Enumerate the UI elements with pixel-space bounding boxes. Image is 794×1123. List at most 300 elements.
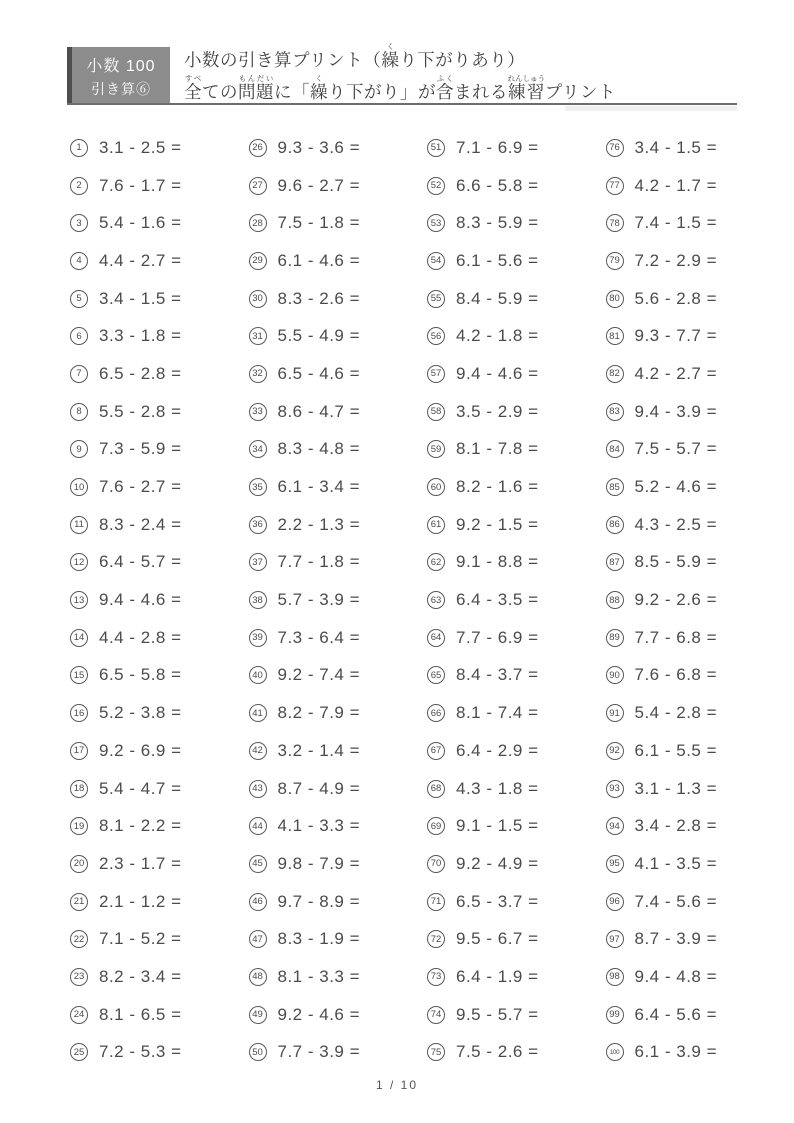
problem-number-badge: 48 [249,968,267,986]
problem-number-badge: 36 [249,516,267,534]
problem-number-badge: 55 [427,290,445,308]
problem-number-badge: 77 [606,177,624,195]
problem-expression: 6.4 - 5.7 = [99,552,182,572]
problem-number-badge: 56 [427,327,445,345]
problem-row [606,920,785,958]
problem-row [606,167,785,205]
problem-expression: 8.1 - 6.5 = [99,1004,182,1024]
problem-number-badge: 19 [70,817,88,835]
problem-expression: 7.6 - 1.7 = [99,175,182,195]
furigana-term: 含ふく [436,74,454,102]
problem-row [70,807,249,845]
problem-number-badge: 39 [249,629,267,647]
problem-row [427,657,606,695]
problem-expression: 4.2 - 1.7 = [634,175,718,195]
problem-number-badge: 88 [606,591,624,609]
problem-number-badge: 46 [249,893,267,911]
problem-expression: 9.4 - 4.8 = [634,966,718,986]
problem-expression: 6.5 - 2.8 = [99,363,182,383]
problem-number-badge: 80 [606,290,624,308]
problem-number-badge: 14 [70,629,88,647]
problem-row [427,807,606,845]
problem-number-badge: 5 [70,290,88,308]
problem-row [70,242,249,280]
problem-row [606,883,785,921]
problem-expression: 7.7 - 1.8 = [277,552,361,572]
furigana-term: 問題もんだい [238,74,274,102]
problem-expression: 4.1 - 3.3 = [277,816,361,836]
problem-row [606,732,785,770]
problem-expression: 8.1 - 7.8 = [456,439,539,459]
problem-expression: 8.4 - 3.7 = [456,665,539,685]
problem-row [249,996,428,1034]
problem-row [70,1034,249,1072]
problem-number-badge: 41 [249,704,267,722]
problem-number-badge: 22 [70,930,88,948]
header-rule [67,103,737,105]
problem-number-badge: 16 [70,704,88,722]
problem-expression: 7.5 - 2.6 = [456,1042,539,1062]
problem-number-badge: 93 [606,780,624,798]
problem-number-badge: 73 [427,968,445,986]
problem-number-badge: 8 [70,403,88,421]
problem-row [249,883,428,921]
problem-number-badge: 66 [427,704,445,722]
problem-row [427,581,606,619]
problem-number-badge: 92 [606,742,624,760]
problem-expression: 8.2 - 3.4 = [99,966,182,986]
problem-expression: 3.1 - 1.3 = [634,778,718,798]
problem-row [427,242,606,280]
problem-number-badge: 65 [427,666,445,684]
problem-number-badge: 11 [70,516,88,534]
problem-expression: 8.3 - 2.4 = [99,514,182,534]
problem-number-badge: 58 [427,403,445,421]
problem-number-badge: 18 [70,780,88,798]
problem-row [249,242,428,280]
problem-number-badge: 9 [70,440,88,458]
problem-row [249,393,428,431]
problem-number-badge: 17 [70,742,88,760]
header-titles [184,40,616,104]
problem-row [70,732,249,770]
problem-expression: 9.1 - 8.8 = [456,552,539,572]
problem-expression: 8.4 - 5.9 = [456,288,539,308]
problem-row [427,393,606,431]
problem-number-badge: 1 [70,139,88,157]
problem-number-badge: 35 [249,478,267,496]
header-rule-shadow [565,106,737,111]
badge-sheet-label: 引き算⑥ [91,80,151,97]
problem-number-badge: 83 [606,403,624,421]
problem-number-badge: 84 [606,440,624,458]
problem-number-badge: 68 [427,780,445,798]
problem-row [249,920,428,958]
problem-row [606,544,785,582]
problem-expression: 8.3 - 1.9 = [277,929,361,949]
problem-row [427,355,606,393]
problem-row [606,280,785,318]
problem-number-badge: 61 [427,516,445,534]
problem-row [249,355,428,393]
problem-row [606,657,785,695]
problem-row [70,958,249,996]
problem-row [70,204,249,242]
problem-expression: 4.4 - 2.8 = [99,627,182,647]
problem-row [70,355,249,393]
problem-expression: 2.2 - 1.3 = [277,514,361,534]
problem-expression: 6.1 - 3.4 = [277,477,361,497]
problem-row [70,280,249,318]
problem-row [427,770,606,808]
problem-row [427,958,606,996]
problem-row [70,581,249,619]
problem-expression: 8.3 - 4.8 = [277,439,361,459]
problem-expression: 7.6 - 6.8 = [634,665,718,685]
problem-row [70,770,249,808]
problem-expression: 9.8 - 7.9 = [277,853,361,873]
problem-row [606,770,785,808]
problem-expression: 7.5 - 5.7 = [634,439,718,459]
problem-row [606,958,785,996]
problem-number-badge: 63 [427,591,445,609]
problem-number-badge: 4 [70,252,88,270]
problem-expression: 3.5 - 2.9 = [456,401,539,421]
problem-row [606,431,785,469]
problem-expression: 8.2 - 7.9 = [277,703,361,723]
problem-expression: 6.6 - 5.8 = [456,175,539,195]
problem-row [249,619,428,657]
problem-number-badge: 31 [249,327,267,345]
problem-expression: 7.2 - 2.9 = [634,250,718,270]
problem-expression: 3.3 - 1.8 = [99,326,182,346]
problem-row [606,807,785,845]
problem-row [606,619,785,657]
problem-number-badge: 34 [249,440,267,458]
problem-number-badge: 52 [427,177,445,195]
problem-expression: 6.1 - 5.6 = [456,250,539,270]
problem-number-badge: 27 [249,177,267,195]
problem-expression: 6.4 - 3.5 = [456,590,539,610]
problem-expression: 9.5 - 6.7 = [456,929,539,949]
problem-number-badge: 49 [249,1006,267,1024]
problem-number-badge: 57 [427,365,445,383]
problem-number-badge: 32 [249,365,267,383]
problem-number-badge: 51 [427,139,445,157]
problem-number-badge: 7 [70,365,88,383]
problem-row [70,506,249,544]
furigana-term: 練習れんしゅう [507,74,546,102]
problem-row [427,732,606,770]
problem-number-badge: 30 [249,290,267,308]
problem-number-badge: 95 [606,855,624,873]
problem-row [249,657,428,695]
problem-number-badge: 28 [249,214,267,232]
problem-number-badge: 89 [606,629,624,647]
problem-expression: 8.6 - 4.7 = [277,401,361,421]
problem-expression: 7.4 - 1.5 = [634,213,718,233]
problem-number-badge: 70 [427,855,445,873]
problem-row [606,1034,785,1072]
worksheet-badge [72,47,170,104]
problem-number-badge: 6 [70,327,88,345]
problem-expression: 9.2 - 4.9 = [456,853,539,873]
problem-number-badge: 10 [70,478,88,496]
problem-number-badge: 25 [70,1043,88,1061]
problem-row [427,619,606,657]
problem-number-badge: 47 [249,930,267,948]
problem-number-badge: 81 [606,327,624,345]
problem-row [427,280,606,318]
problem-number-badge: 96 [606,893,624,911]
problem-expression: 5.7 - 3.9 = [277,590,361,610]
problem-row [249,732,428,770]
problem-expression: 5.6 - 2.8 = [634,288,718,308]
problem-row [606,581,785,619]
problem-row [606,129,785,167]
problem-row [249,958,428,996]
problem-expression: 7.7 - 6.9 = [456,627,539,647]
problem-row [249,129,428,167]
problem-number-badge: 67 [427,742,445,760]
problem-expression: 3.1 - 2.5 = [99,137,182,157]
problem-number-badge: 74 [427,1006,445,1024]
problem-row [427,167,606,205]
problem-row [606,468,785,506]
problem-number-badge: 40 [249,666,267,684]
problem-row [606,317,785,355]
problem-number-badge: 98 [606,968,624,986]
problem-number-badge: 90 [606,666,624,684]
problem-number-badge: 72 [427,930,445,948]
problem-row [70,883,249,921]
page-indicator: 1 / 10 [375,1078,419,1092]
problem-expression: 6.1 - 5.5 = [634,740,718,760]
problem-number-badge: 42 [249,742,267,760]
problem-expression: 7.3 - 6.4 = [277,627,361,647]
badge-series-label: 小数 100 [86,57,156,75]
problem-expression: 4.3 - 1.8 = [456,778,539,798]
problem-expression: 2.3 - 1.7 = [99,853,182,873]
problem-row [70,544,249,582]
problem-number-badge: 54 [427,252,445,270]
problem-expression: 7.4 - 5.6 = [634,891,718,911]
problem-row [249,167,428,205]
problem-expression: 9.4 - 4.6 = [99,590,182,610]
problem-number-badge: 2 [70,177,88,195]
problem-number-badge: 82 [606,365,624,383]
problem-expression: 8.5 - 5.9 = [634,552,718,572]
problem-row [427,845,606,883]
problem-number-badge: 91 [606,704,624,722]
problem-row [70,845,249,883]
problem-number-badge: 45 [249,855,267,873]
problem-expression: 7.7 - 6.8 = [634,627,718,647]
problem-number-badge: 24 [70,1006,88,1024]
problem-number-badge: 37 [249,553,267,571]
problem-expression: 5.2 - 4.6 = [634,477,718,497]
problem-expression: 4.2 - 1.8 = [456,326,539,346]
problem-expression: 9.4 - 4.6 = [456,363,539,383]
problem-number-badge: 85 [606,478,624,496]
problem-row [606,845,785,883]
problem-expression: 5.4 - 1.6 = [99,213,182,233]
problem-expression: 9.2 - 1.5 = [456,514,539,534]
problem-number-badge: 33 [249,403,267,421]
problem-number-badge: 50 [249,1043,267,1061]
problem-expression: 6.4 - 5.6 = [634,1004,718,1024]
problem-number-badge: 87 [606,553,624,571]
problem-expression: 7.3 - 5.9 = [99,439,182,459]
problem-number-badge: 15 [70,666,88,684]
problem-number-badge: 53 [427,214,445,232]
problem-expression: 9.1 - 1.5 = [456,816,539,836]
problem-row [249,807,428,845]
problem-row [249,544,428,582]
problem-row [427,920,606,958]
problem-row [70,694,249,732]
problem-number-badge: 94 [606,817,624,835]
problem-row [427,544,606,582]
problem-row [427,883,606,921]
problem-row [70,920,249,958]
problem-expression: 6.4 - 2.9 = [456,740,539,760]
problem-row [427,506,606,544]
problem-expression: 9.2 - 2.6 = [634,590,718,610]
furigana-term: 全すべ [184,74,202,102]
problem-row [606,242,785,280]
problem-row [427,431,606,469]
problem-number-badge: 12 [70,553,88,571]
problem-number-badge: 62 [427,553,445,571]
problem-row [70,167,249,205]
problem-row [249,506,428,544]
problem-expression: 8.7 - 4.9 = [277,778,361,798]
problem-expression: 9.2 - 4.6 = [277,1004,361,1024]
problem-number-badge: 75 [427,1043,445,1061]
problem-expression: 3.4 - 2.8 = [634,816,718,836]
problem-row [249,317,428,355]
problem-row [70,657,249,695]
problem-row [70,468,249,506]
problem-row [70,317,249,355]
problem-row [427,317,606,355]
problem-number-badge: 97 [606,930,624,948]
problem-row [427,129,606,167]
problem-row [249,204,428,242]
problem-number-badge: 26 [249,139,267,157]
problem-number-badge: 78 [606,214,624,232]
furigana-term: 繰く [310,74,328,102]
problem-row [70,431,249,469]
problem-number-badge: 21 [70,893,88,911]
problem-expression: 8.7 - 3.9 = [634,929,718,949]
problem-expression: 5.4 - 4.7 = [99,778,182,798]
problem-expression: 7.2 - 5.3 = [99,1042,182,1062]
problem-expression: 7.1 - 5.2 = [99,929,182,949]
problem-row [249,431,428,469]
problem-row [606,506,785,544]
worksheet-title: 小数の引き算プリント（繰くり下がりあり） [184,42,526,70]
problem-expression: 5.5 - 2.8 = [99,401,182,421]
problem-row [606,204,785,242]
problem-expression: 2.1 - 1.2 = [99,891,182,911]
problem-expression: 8.1 - 7.4 = [456,703,539,723]
problem-expression: 6.1 - 4.6 = [277,250,361,270]
problem-expression: 8.1 - 3.3 = [277,966,361,986]
problem-expression: 3.4 - 1.5 = [99,288,182,308]
worksheet-subtitle: 全すべての問題もんだいに「繰くり下がり」が含ふくまれる練習れんしゅうプリント [184,74,617,102]
problem-expression: 8.3 - 5.9 = [456,213,539,233]
problem-row [606,393,785,431]
problem-row [427,1034,606,1072]
problem-row [70,996,249,1034]
problem-expression: 3.2 - 1.4 = [277,740,361,760]
problem-row [427,694,606,732]
problem-expression: 5.2 - 3.8 = [99,703,182,723]
problem-expression: 8.1 - 2.2 = [99,816,182,836]
problem-expression: 4.3 - 2.5 = [634,514,718,534]
problem-row [249,581,428,619]
problem-expression: 4.4 - 2.7 = [99,250,182,270]
problem-number-badge: 3 [70,214,88,232]
problem-expression: 9.5 - 5.7 = [456,1004,539,1024]
problem-expression: 6.5 - 4.6 = [277,363,361,383]
problem-number-badge: 100 [606,1043,624,1061]
problem-number-badge: 13 [70,591,88,609]
problem-number-badge: 23 [70,968,88,986]
problem-row [70,129,249,167]
problem-expression: 4.2 - 2.7 = [634,363,718,383]
problem-expression: 6.5 - 3.7 = [456,891,539,911]
problem-expression: 6.5 - 5.8 = [99,665,182,685]
problem-row [427,204,606,242]
problem-expression: 8.3 - 2.6 = [277,288,361,308]
problem-expression: 7.7 - 3.9 = [277,1042,361,1062]
problem-expression: 9.3 - 7.7 = [634,326,718,346]
problem-number-badge: 29 [249,252,267,270]
problem-expression: 4.1 - 3.5 = [634,853,718,873]
problem-row [70,619,249,657]
problem-expression: 6.4 - 1.9 = [456,966,539,986]
problem-number-badge: 64 [427,629,445,647]
problem-expression: 3.4 - 1.5 = [634,137,718,157]
problem-expression: 8.2 - 1.6 = [456,477,539,497]
problem-expression: 5.5 - 4.9 = [277,326,361,346]
problem-expression: 9.3 - 3.6 = [277,137,361,157]
problem-row [249,280,428,318]
problem-row [427,468,606,506]
problem-row [249,694,428,732]
problem-number-badge: 86 [606,516,624,534]
problem-number-badge: 79 [606,252,624,270]
problem-row [606,355,785,393]
problem-number-badge: 76 [606,139,624,157]
problem-expression: 9.2 - 7.4 = [277,665,361,685]
problem-number-badge: 20 [70,855,88,873]
problem-number-badge: 99 [606,1006,624,1024]
furigana-term: 繰く [381,42,400,70]
problem-expression: 9.6 - 2.7 = [277,175,361,195]
problem-row [70,393,249,431]
problem-expression: 5.4 - 2.8 = [634,703,718,723]
problems-grid [70,129,784,1071]
problem-number-badge: 60 [427,478,445,496]
problem-row [249,770,428,808]
problem-row [249,468,428,506]
problem-row [427,996,606,1034]
problem-number-badge: 38 [249,591,267,609]
